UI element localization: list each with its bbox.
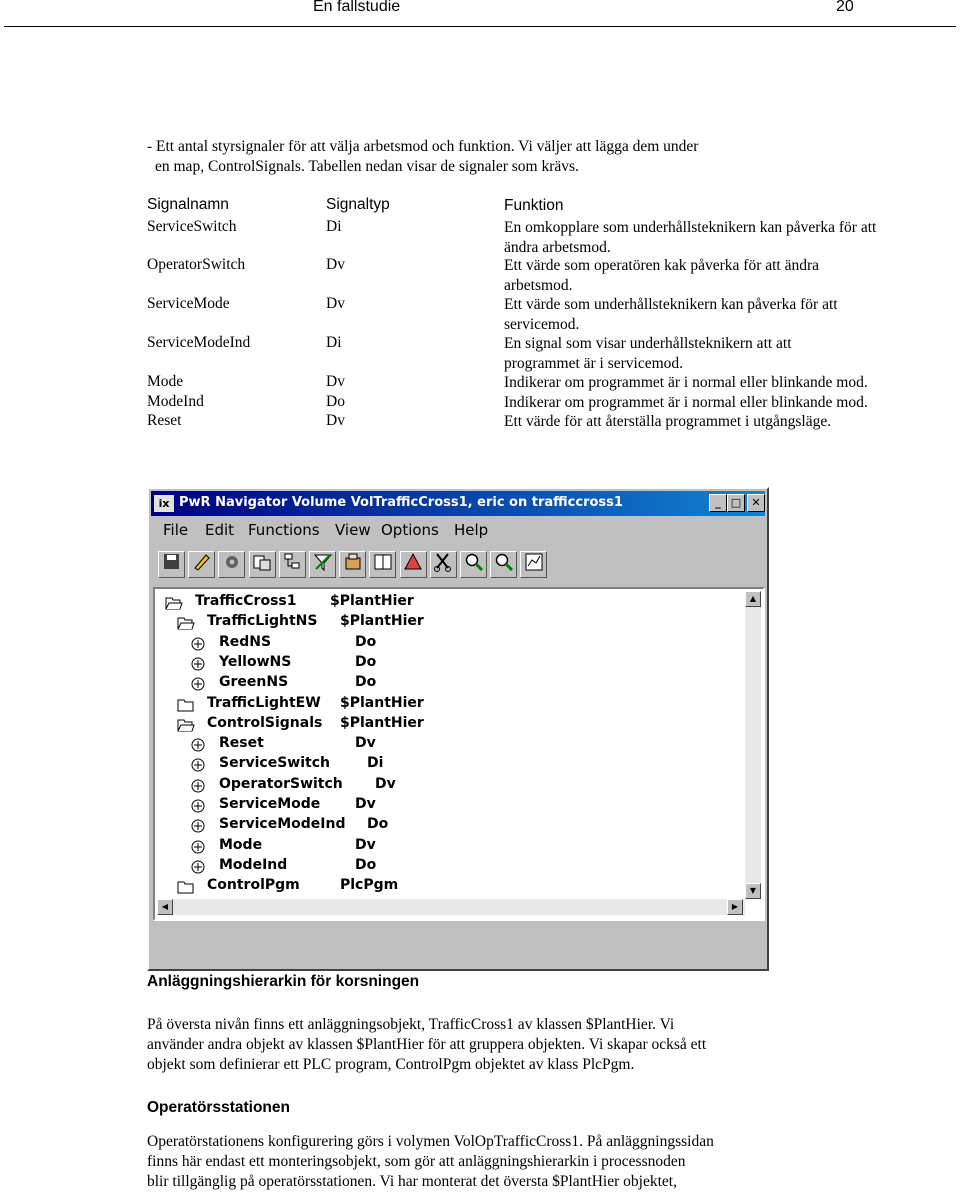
open-object-button[interactable]: [249, 551, 276, 578]
tree-node-name: ServiceModeInd: [219, 816, 346, 833]
title-bar[interactable]: [151, 491, 765, 516]
function-cell: [504, 373, 904, 393]
scroll-left-icon[interactable]: ◀: [157, 899, 173, 915]
function-line: En signal som visar underhållsteknikern att att: [504, 335, 792, 352]
signal-icon[interactable]: [189, 757, 207, 773]
graph-icon: [523, 551, 545, 578]
function-line: Ett värde som operatören kak påverka för att ändra: [504, 257, 820, 274]
function-line: programmet är i servicemod.: [504, 354, 684, 372]
signal-icon[interactable]: [189, 656, 207, 672]
tree-node-name: Mode: [219, 836, 263, 853]
function-line: Ett värde som underhållsteknikern kan påverka för att: [504, 296, 838, 313]
alarm-triangle-button[interactable]: [400, 551, 427, 578]
book-icon: [372, 551, 394, 578]
maximize-button[interactable]: □: [727, 494, 745, 512]
tree-node-class: $PlantHier: [340, 714, 424, 731]
signal-type-cell: Dv: [326, 256, 345, 273]
signal-name-cell: Reset: [147, 412, 182, 429]
scroll-down-icon[interactable]: ▼: [745, 883, 761, 899]
figure-caption: Anläggningshierarkin för korsningen: [147, 973, 420, 990]
signal-icon[interactable]: [189, 818, 207, 834]
signal-name-cell: ServiceSwitch: [147, 218, 237, 235]
scissors-icon: [432, 551, 454, 578]
signal-name-cell: OperatorSwitch: [147, 256, 246, 273]
intro-line: - Ett antal styrsignaler för att välja arbetsmod och funktion. Vi väljer att lägga dem under: [147, 138, 699, 155]
paragraph-line: använder andra objekt av klassen $PlantHier för att gruppera objekten. Vi skapar också ett: [147, 1036, 707, 1053]
column-header-signaltyp: Signaltyp: [326, 196, 390, 213]
table-row: [147, 412, 907, 432]
edit-pen-icon: [191, 551, 213, 578]
zoom-in-icon: [463, 551, 485, 578]
section-heading: Operatörsstationen: [147, 1099, 290, 1116]
operator-station-paragraph: [147, 1132, 757, 1192]
horizontal-scrollbar[interactable]: [157, 899, 745, 915]
tree-node-class: $PlantHier: [340, 613, 424, 630]
vertical-scrollbar[interactable]: [745, 591, 761, 899]
graph-button[interactable]: [520, 551, 547, 578]
signal-icon[interactable]: [189, 839, 207, 855]
tree-node-class: Di: [367, 755, 384, 772]
edit-pen-button[interactable]: [188, 551, 215, 578]
function-cell: [504, 218, 904, 257]
tree-node-name: TrafficLightNS: [207, 613, 318, 630]
description-paragraph: [147, 1015, 747, 1075]
tree-node-class: $PlantHier: [330, 593, 414, 609]
save-icon: [161, 551, 183, 578]
tree-node-name: GreenNS: [219, 674, 289, 691]
function-line: servicemod.: [504, 315, 580, 333]
app-icon[interactable]: ix: [154, 495, 174, 512]
intro-line: en map, ControlSignals. Tabellen nedan visar de signaler som krävs.: [155, 158, 579, 175]
function-line: Indikerar om programmet är i normal eller blinkande mod.: [504, 374, 868, 391]
signal-type-cell: Di: [326, 218, 342, 235]
folder-open-icon[interactable]: [177, 615, 195, 631]
tree-node-class: Do: [367, 816, 389, 833]
book-button[interactable]: [369, 551, 396, 578]
paragraph-line: finns här endast ett monteringsobjekt, som gör att anläggningshierarkin i processnoden: [147, 1153, 686, 1170]
hierarchy-icon: [281, 551, 303, 578]
function-cell: [504, 412, 904, 432]
tree-node-name: RedNS: [219, 633, 272, 650]
signal-icon[interactable]: [189, 737, 207, 753]
function-line: En omkopplare som underhållsteknikern kan påverka för att: [504, 219, 877, 236]
tree-node-name: ModeInd: [219, 856, 288, 873]
tree-node-class: Do: [355, 856, 377, 873]
page-number: 20: [836, 0, 854, 15]
function-line: Ett värde för att återställa programmet i utgångsläge.: [504, 413, 832, 430]
tree-node-name: Reset: [219, 735, 264, 752]
table-row: [147, 334, 907, 374]
intro-paragraph: [147, 137, 787, 177]
paragraph-line: blir tillgänglig på operatörsstationen. Vi har monterat det översta $PlantHier objektet,: [147, 1173, 677, 1190]
tree-node-class: Do: [355, 674, 377, 691]
folder-open-icon[interactable]: [177, 717, 195, 733]
folder-open-icon[interactable]: [165, 595, 183, 611]
table-row: [147, 218, 907, 258]
function-line: arbetsmod.: [504, 276, 573, 294]
tree-node-name: TrafficLightEW: [207, 694, 321, 711]
menu-help[interactable]: Help: [454, 521, 489, 539]
tree-node-class: Dv: [375, 775, 396, 792]
signal-icon[interactable]: [189, 859, 207, 875]
minimize-button[interactable]: _: [709, 494, 727, 512]
table-header-row: [147, 196, 907, 216]
function-cell: [504, 393, 904, 413]
signal-icon[interactable]: [189, 676, 207, 692]
menu-functions[interactable]: Functions: [248, 521, 320, 539]
signal-type-cell: Dv: [326, 412, 345, 429]
header-title: En fallstudie: [313, 0, 401, 15]
header-rule: [4, 26, 956, 27]
menu-file[interactable]: File: [163, 521, 189, 539]
gear-button[interactable]: [218, 551, 245, 578]
signal-icon[interactable]: [189, 798, 207, 814]
zoom-in-button[interactable]: [460, 551, 487, 578]
tree-node-class: $PlantHier: [340, 694, 424, 711]
function-cell: [504, 256, 904, 295]
signal-name-cell: ServiceMode: [147, 295, 230, 312]
column-header-signalnamn: Signalnamn: [147, 196, 229, 213]
signal-type-cell: Dv: [326, 295, 345, 312]
signal-type-cell: Dv: [326, 373, 345, 390]
tree-node-name: ServiceMode: [219, 796, 321, 812]
save-button[interactable]: [158, 551, 185, 578]
table-row: [147, 393, 907, 413]
table-row: [147, 256, 907, 296]
scissors-button[interactable]: [430, 551, 457, 578]
package-button[interactable]: [339, 551, 366, 578]
menu-view[interactable]: View: [335, 521, 371, 539]
signal-name-cell: ModeInd: [147, 393, 204, 410]
tree-node-name: ControlPgm: [207, 877, 300, 894]
object-tree[interactable]: [153, 587, 765, 921]
signal-icon[interactable]: [189, 778, 207, 794]
tree-node-class: Dv: [355, 735, 376, 752]
function-cell: [504, 334, 904, 373]
filter-button[interactable]: [309, 551, 336, 578]
table-row: [147, 373, 907, 393]
signal-type-cell: Di: [326, 334, 342, 351]
function-line: Indikerar om programmet är i normal eller blinkande mod.: [504, 394, 868, 411]
paragraph-line: objekt som definierar ett PLC program, ControlPgm objektet av klass PlcPgm.: [147, 1056, 635, 1073]
signal-name-cell: ServiceModeInd: [147, 334, 251, 351]
gear-icon: [221, 551, 243, 578]
signal-name-cell: Mode: [147, 373, 184, 390]
tree-node-class: Do: [355, 633, 377, 650]
zoom-out-icon: [493, 551, 515, 578]
signal-type-cell: Do: [326, 393, 345, 410]
tree-node-name: ControlSignals: [207, 714, 323, 731]
paragraph-line: På översta nivån finns ett anläggningsobjekt, TrafficCross1 av klassen $PlantHier. Vi: [147, 1016, 675, 1033]
zoom-out-button[interactable]: [490, 551, 517, 578]
alarm-triangle-icon: [402, 551, 424, 578]
package-icon: [342, 551, 364, 578]
tree-node-name: TrafficCross1: [195, 593, 297, 609]
tree-node-class: Dv: [355, 796, 376, 812]
signal-icon[interactable]: [189, 636, 207, 652]
close-button[interactable]: ✕: [747, 494, 765, 512]
hierarchy-button[interactable]: [279, 551, 306, 578]
tree-node-name: ServiceSwitch: [219, 755, 330, 772]
menu-edit[interactable]: Edit: [205, 521, 235, 539]
tree-node-class: Dv: [355, 836, 376, 853]
scroll-up-icon[interactable]: ▲: [745, 591, 761, 607]
function-line: ändra arbetsmod.: [504, 238, 611, 256]
window-title: PwR Navigator Volume VolTrafficCross1, eric on trafficcross1: [179, 495, 623, 510]
tree-node-class: PlcPgm: [340, 877, 399, 894]
function-cell: [504, 295, 904, 334]
menu-options[interactable]: Options: [381, 521, 439, 539]
column-header-funktion: Funktion: [504, 197, 564, 214]
tree-node-class: Do: [355, 653, 377, 670]
open-object-icon: [251, 551, 273, 578]
folder-icon[interactable]: [177, 697, 195, 713]
folder-icon[interactable]: [177, 879, 195, 895]
tree-node-name: YellowNS: [219, 653, 292, 670]
filter-icon: [312, 551, 334, 578]
table-row: [147, 295, 907, 335]
paragraph-line: Operatörstationens konfigurering görs i volymen VolOpTrafficCross1. På anläggningssidan: [147, 1133, 714, 1150]
tree-node-name: OperatorSwitch: [219, 775, 343, 792]
scroll-right-icon[interactable]: ▶: [727, 899, 743, 915]
navigator-window: [147, 487, 769, 971]
